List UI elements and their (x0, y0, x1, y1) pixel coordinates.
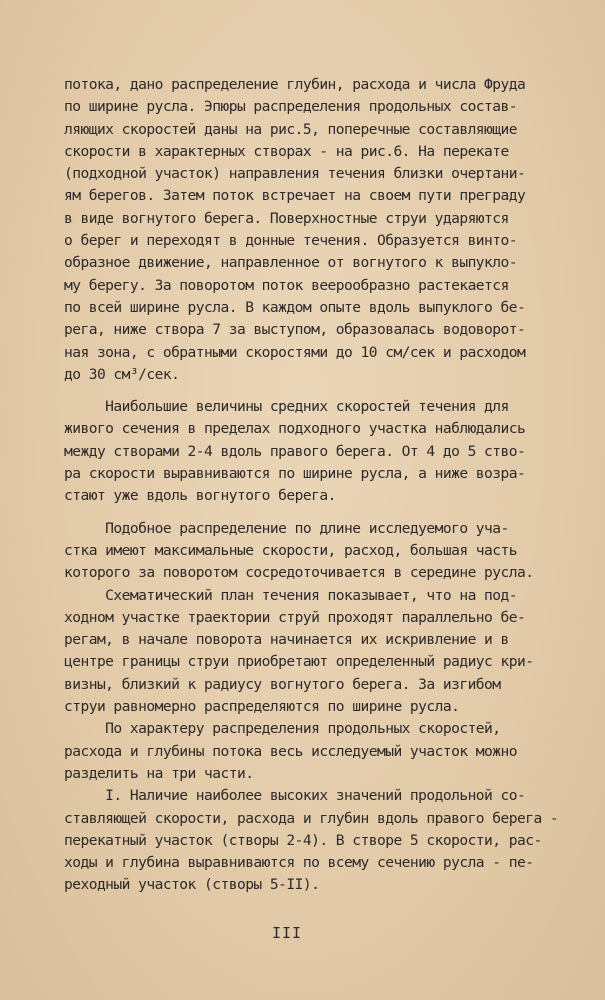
text-line: потока, дано распределение глубин, расхода и числа Фруда (64, 76, 526, 93)
text-line: регам, в начале поворота начинается их искривление и в (64, 631, 509, 649)
text-line: Наибольшие величины средних скоростей течения для (64, 398, 509, 416)
text-line: между створами 2-4 вдоль правого берега. От 4 до 5 ство- (64, 442, 526, 460)
text-line: расхода и глубины потока весь исследуемый участок можно (64, 742, 517, 760)
text-line: по ширине русла. Эпюры распределения продольных состав- (64, 98, 517, 116)
paragraph-3 (64, 518, 564, 786)
text-line: которого за поворотом сосредоточивается в середине русла. (64, 564, 534, 582)
text-line: визны, близкий к радиусу вогнутого берега. За изгибом (64, 675, 501, 693)
text-line: ходном участке траектории струй проходят параллельно бе- (64, 608, 526, 626)
text-line: По характеру распределения продольных скоростей, (64, 720, 501, 738)
text-line: до 30 см³/сек. (64, 365, 180, 383)
text-line: стка имеют максимальные скорости, расход, большая часть (64, 541, 517, 559)
text-line: разделить на три части. (64, 764, 254, 782)
text-line: ная зона, с обратными скоростями до 10 см/сек и расходом (64, 343, 526, 361)
text-line: струи равномерно распределяются по ширине русла. (64, 698, 460, 716)
text-line: по всей ширине русла. В каждом опыте вдоль выпуклого бе- (64, 298, 526, 316)
text-line: I. Наличие наиболее высоких значений продольной со- (64, 787, 526, 805)
paragraph-2 (64, 396, 564, 507)
paragraph-1 (64, 74, 564, 386)
page-number: III (272, 924, 303, 942)
text-line: Подобное распределение по длине исследуемого уча- (64, 519, 509, 537)
text-line: Схематический план течения показывает, что на под- (64, 586, 517, 604)
text-line: ляющих скоростей даны на рис.5, поперечные составляющие (64, 120, 517, 138)
paragraph-4 (64, 785, 564, 896)
text-line: образное движение, направленное от вогнутого к выпукло- (64, 254, 517, 272)
text-line: реходный участок (створы 5-II). (64, 876, 320, 894)
text-line: перекатный участок (створы 2-4). В створе 5 скорости, рас- (64, 831, 542, 849)
text-line: ходы и глубина выравниваются по всему сечению русла - пе- (64, 854, 534, 872)
text-line: ставляющей скорости, расхода и глубин вдоль правого берега - (64, 809, 559, 827)
text-line: ра скорости выравниваются по ширине русла, а ниже возра- (64, 465, 526, 483)
text-line: живого сечения в пределах подходного участка наблюдались (64, 420, 526, 438)
text-line: о берег и переходят в донные течения. Образуется винто- (64, 232, 517, 250)
text-line: рега, ниже створа 7 за выступом, образовалась водоворот- (64, 321, 526, 339)
text-line: му берегу. За поворотом поток веерообразно растекается (64, 276, 509, 294)
text-line: стают уже вдоль вогнутого берега. (64, 487, 336, 505)
text-line: (подходной участок) направления течения близки очертани- (64, 165, 526, 183)
text-line: в виде вогнутого берега. Поверхностные струи ударяются (64, 209, 509, 227)
body-text (64, 74, 564, 897)
text-line: центре границы струи приобретают определенный радиус кри- (64, 653, 534, 671)
text-line: скорости в характерных створах - на рис.6. На перекате (64, 142, 509, 160)
text-line: ям берегов. Затем поток встречает на своем пути преграду (64, 187, 526, 205)
